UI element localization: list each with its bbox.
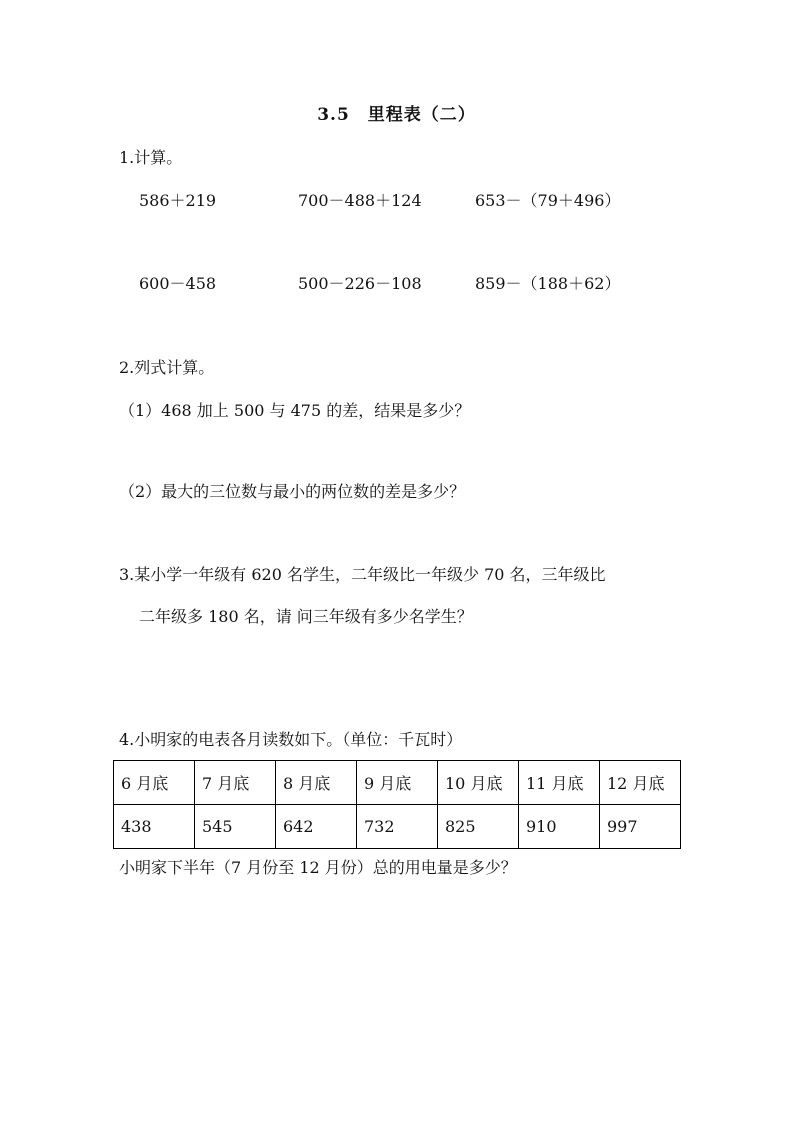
expression: 500－226－108 <box>298 274 422 293</box>
expression: 653－（79＋496） <box>475 191 621 210</box>
expression: 700－488＋124 <box>298 191 422 210</box>
question-3-line-2: 二年级多 180 名，请 问三年级有多少名学生？ <box>139 607 473 626</box>
question-2-sub-1: （1）468 加上 500 与 475 的差，结果是多少？ <box>119 401 471 420</box>
table-cell: 997 <box>600 805 681 849</box>
table-cell: 732 <box>357 805 438 849</box>
expression: 586＋219 <box>139 191 217 210</box>
table-header-cell: 9 月底 <box>357 761 438 805</box>
table-cell: 825 <box>438 805 519 849</box>
table-header-cell: 7 月底 <box>195 761 276 805</box>
question-4-label: 4.小明家的电表各月读数如下。（单位：千瓦时） <box>119 730 463 749</box>
page-title: 3.5 里程表（二） <box>317 105 476 125</box>
table-row <box>114 805 681 849</box>
table-cell: 910 <box>519 805 600 849</box>
question-3-line-1: 3.某小学一年级有 620 名学生，二年级比一年级少 70 名，三年级比 <box>119 565 606 584</box>
table-header-cell: 11 月底 <box>519 761 600 805</box>
table-cell: 545 <box>195 805 276 849</box>
expression: 600－458 <box>139 274 217 293</box>
table-cell: 438 <box>114 805 195 849</box>
expression: 859－（188＋62） <box>475 274 621 293</box>
table-header-cell: 8 月底 <box>276 761 357 805</box>
table-header-cell: 12 月底 <box>600 761 681 805</box>
question-2-sub-2: （2）最大的三位数与最小的两位数的差是多少？ <box>119 482 466 501</box>
table-header-cell: 10 月底 <box>438 761 519 805</box>
question-1-label: 1.计算。 <box>119 148 183 167</box>
table-header-row <box>114 761 681 805</box>
question-2-label: 2.列式计算。 <box>119 358 215 377</box>
table-cell: 642 <box>276 805 357 849</box>
meter-readings-table <box>113 760 681 849</box>
question-4-question: 小明家下半年（7 月份至 12 月份）总的用电量是多少？ <box>119 858 517 877</box>
table-header-cell: 6 月底 <box>114 761 195 805</box>
